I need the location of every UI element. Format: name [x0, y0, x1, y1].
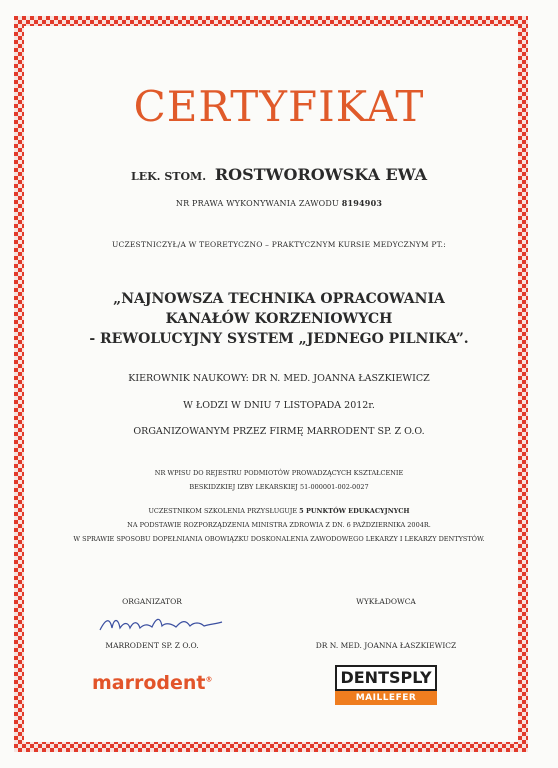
course-title-line: KANAŁÓW KORZENIOWYCH: [165, 311, 393, 327]
points-line: NA PODSTAWIE ROZPORZĄDZENIA MINISTRA ZDROWIA Z DN. 6 PAŹDZIERNIKA 2004R.: [127, 521, 431, 529]
organizer-label: ORGANIZATOR: [122, 597, 182, 606]
organized-by: ORGANIZOWANYM PRZEZ FIRMĘ MARRODENT SP. Z O.O.: [133, 426, 425, 437]
course-title: [0, 289, 558, 349]
marrodent-logo-text: marrodent: [92, 672, 206, 694]
dentsply-maillefer-logo: [335, 665, 437, 709]
recipient-prefix: LEK. STOM.: [131, 170, 207, 183]
dentsply-logo-text: DENTSPLY: [335, 665, 437, 691]
marrodent-logo: marrodent®: [92, 672, 213, 694]
license-label: NR PRAWA WYKONYWANIA ZAWODU: [175, 199, 339, 208]
organizer-signature: [96, 612, 226, 638]
points-pre: UCZESTNIKOM SZKOLENIA PRZYSŁUGUJE: [148, 507, 298, 515]
certificate-title: CERTYFIKAT: [133, 82, 425, 131]
lecturer-name: DR N. MED. JOANNA ŁASZKIEWICZ: [315, 641, 457, 650]
registry-line: NR WPISU DO REJESTRU PODMIOTÓW PROWADZĄCYCH KSZTAŁCENIE: [154, 469, 404, 477]
points-line: [0, 504, 558, 518]
lecturer-label: WYKŁADOWCA: [356, 597, 416, 606]
course-title-line: - REWOLUCYJNY SYSTEM „JEDNEGO PILNIKA”.: [89, 331, 469, 347]
points-block: [0, 504, 558, 546]
maillefer-logo-text: MAILLEFER: [335, 691, 437, 705]
scientific-lead: KIEROWNIK NAUKOWY: DR N. MED. JOANNA ŁASZKIEWICZ: [128, 373, 430, 384]
points-line: W SPRAWIE SPOSOBU DOPEŁNIANIA OBOWIĄZKU DOSKONALENIA ZAWODOWEGO LEKARZY I LEKARZY DENTYSTÓW.: [73, 535, 485, 543]
recipient-line: [0, 165, 558, 184]
course-title-line: „NAJNOWSZA TECHNIKA OPRACOWANIA: [113, 291, 445, 307]
place-date: W ŁODZI W DNIU 7 LISTOPADA 2012r.: [183, 400, 375, 411]
registry-line: BESKIDZKIEJ IZBY LEKARSKIEJ 51-000001-002-0027: [189, 483, 369, 491]
license-line: [0, 198, 558, 208]
registry-block: [0, 466, 558, 494]
license-number: 8194903: [341, 198, 383, 208]
organizer-company: MARRODENT SP. Z O.O.: [105, 641, 199, 650]
recipient-name: ROSTWOROWSKA EWA: [214, 165, 427, 184]
points-count: 5 PUNKTÓW EDUKACYJNYCH: [299, 507, 410, 515]
participation-text: UCZESTNICZYŁ/A W TEORETYCZNO – PRAKTYCZNYM KURSIE MEDYCZNYM PT.:: [112, 240, 446, 249]
